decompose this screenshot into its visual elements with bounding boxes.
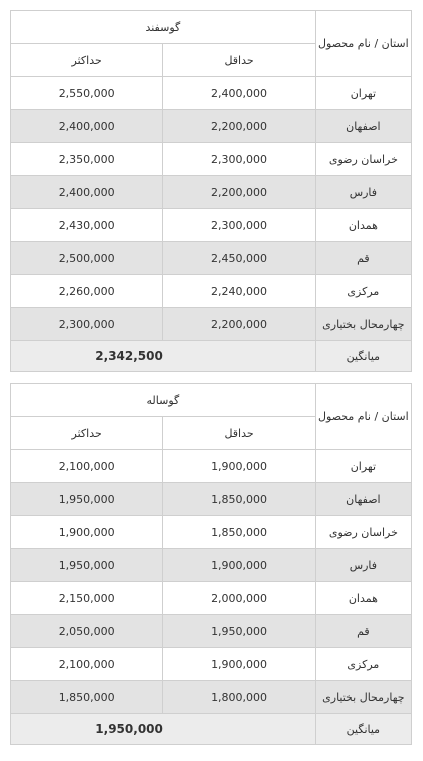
- max-price-cell: 2,300,000: [11, 308, 163, 341]
- province-cell: فارس: [315, 549, 411, 582]
- min-price-cell: 2,300,000: [163, 143, 315, 176]
- table-body: [11, 384, 412, 745]
- min-price-cell: 1,800,000: [163, 681, 315, 714]
- min-price-cell: 1,900,000: [163, 450, 315, 483]
- table-row: [11, 681, 412, 714]
- max-price-cell: 2,260,000: [11, 275, 163, 308]
- table-row: [11, 176, 412, 209]
- max-price-cell: 1,950,000: [11, 483, 163, 516]
- min-price-cell: 1,950,000: [163, 615, 315, 648]
- table-row: [11, 110, 412, 143]
- table-row: [11, 615, 412, 648]
- average-value: 2,342,500: [11, 341, 163, 372]
- table-row: [11, 648, 412, 681]
- max-price-cell: 1,950,000: [11, 549, 163, 582]
- calf-price-table: [10, 383, 412, 745]
- table-row: [11, 308, 412, 341]
- province-cell: قم: [315, 615, 411, 648]
- min-price-cell: 2,000,000: [163, 582, 315, 615]
- max-price-cell: 2,550,000: [11, 77, 163, 110]
- table-row: [11, 77, 412, 110]
- average-row: [11, 341, 412, 372]
- max-price-cell: 2,500,000: [11, 242, 163, 275]
- max-price-cell: 2,050,000: [11, 615, 163, 648]
- province-cell: چهارمحال بختیاری: [315, 308, 411, 341]
- min-price-cell: 1,850,000: [163, 483, 315, 516]
- province-cell: فارس: [315, 176, 411, 209]
- average-spacer: [163, 341, 315, 372]
- average-label: میانگین: [315, 714, 411, 745]
- max-price-cell: 2,150,000: [11, 582, 163, 615]
- max-header: حداکثر: [11, 417, 163, 450]
- province-cell: قم: [315, 242, 411, 275]
- province-cell: چهارمحال بختیاری: [315, 681, 411, 714]
- table-row: [11, 516, 412, 549]
- max-price-cell: 2,100,000: [11, 648, 163, 681]
- table-row: [11, 582, 412, 615]
- province-cell: خراسان رضوی: [315, 143, 411, 176]
- min-price-cell: 2,450,000: [163, 242, 315, 275]
- min-price-cell: 2,400,000: [163, 77, 315, 110]
- min-price-cell: 2,300,000: [163, 209, 315, 242]
- min-header: حداقل: [163, 417, 315, 450]
- province-cell: تهران: [315, 450, 411, 483]
- table-row: [11, 450, 412, 483]
- min-price-cell: 1,850,000: [163, 516, 315, 549]
- min-price-cell: 2,200,000: [163, 308, 315, 341]
- province-cell: همدان: [315, 582, 411, 615]
- max-price-cell: 2,350,000: [11, 143, 163, 176]
- max-price-cell: 2,400,000: [11, 110, 163, 143]
- table-row: [11, 483, 412, 516]
- sheep-price-table: [10, 10, 412, 372]
- table-row: [11, 549, 412, 582]
- min-price-cell: 2,240,000: [163, 275, 315, 308]
- table-row: [11, 242, 412, 275]
- max-header: حداکثر: [11, 44, 163, 77]
- max-price-cell: 2,400,000: [11, 176, 163, 209]
- province-cell: همدان: [315, 209, 411, 242]
- max-price-cell: 2,100,000: [11, 450, 163, 483]
- header-row: [11, 384, 412, 417]
- average-spacer: [163, 714, 315, 745]
- average-row: [11, 714, 412, 745]
- min-header: حداقل: [163, 44, 315, 77]
- average-value: 1,950,000: [11, 714, 163, 745]
- province-cell: خراسان رضوی: [315, 516, 411, 549]
- max-price-cell: 1,850,000: [11, 681, 163, 714]
- table-body: [11, 11, 412, 372]
- province-cell: مرکزی: [315, 648, 411, 681]
- header-row: [11, 11, 412, 44]
- average-label: میانگین: [315, 341, 411, 372]
- table-row: [11, 275, 412, 308]
- province-product-header: استان / نام محصول: [315, 384, 411, 450]
- table-row: [11, 209, 412, 242]
- animal-header: گوساله: [11, 384, 316, 417]
- min-price-cell: 2,200,000: [163, 110, 315, 143]
- max-price-cell: 1,900,000: [11, 516, 163, 549]
- min-price-cell: 2,200,000: [163, 176, 315, 209]
- min-price-cell: 1,900,000: [163, 549, 315, 582]
- province-cell: اصفهان: [315, 110, 411, 143]
- province-product-header: استان / نام محصول: [315, 11, 411, 77]
- province-cell: مرکزی: [315, 275, 411, 308]
- province-cell: اصفهان: [315, 483, 411, 516]
- min-price-cell: 1,900,000: [163, 648, 315, 681]
- max-price-cell: 2,430,000: [11, 209, 163, 242]
- province-cell: تهران: [315, 77, 411, 110]
- animal-header: گوسفند: [11, 11, 316, 44]
- table-row: [11, 143, 412, 176]
